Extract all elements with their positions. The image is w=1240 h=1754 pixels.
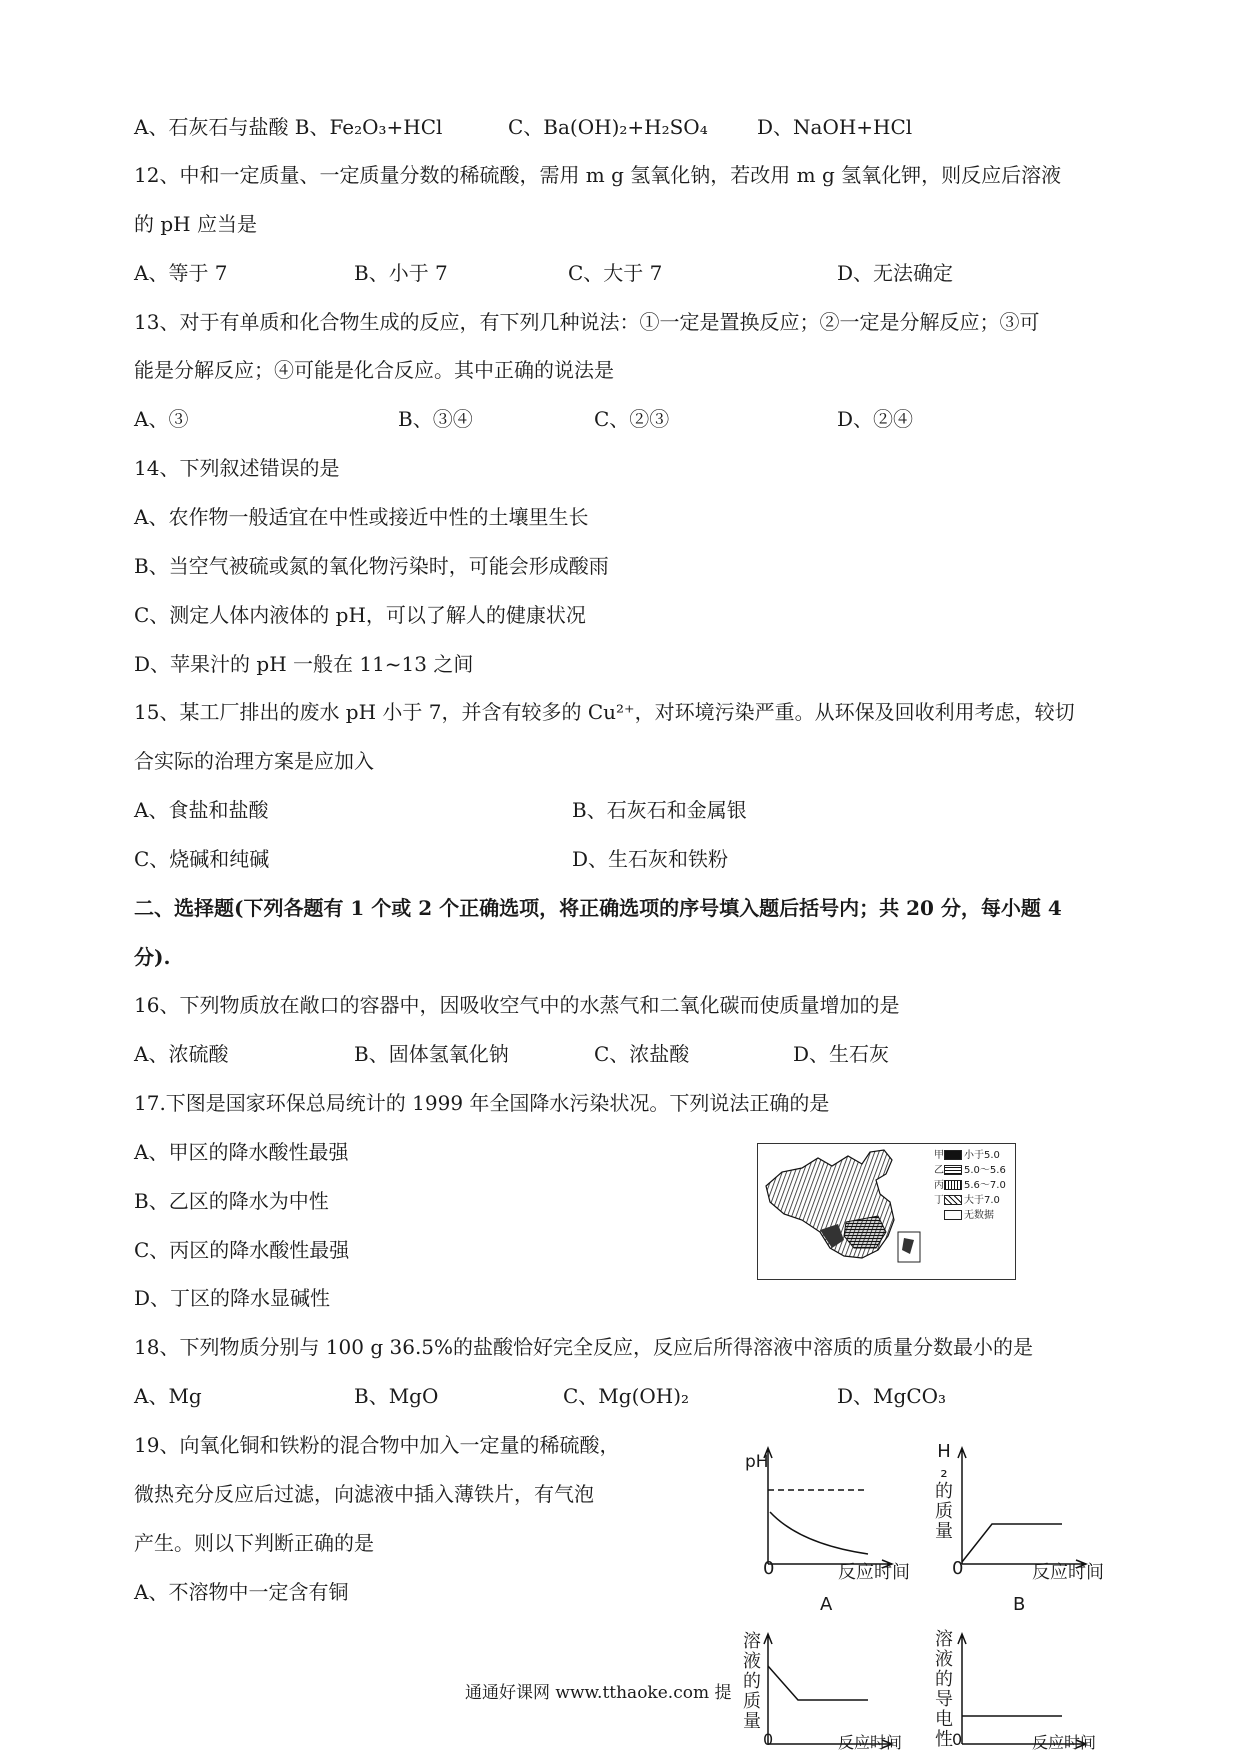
graph-d-xlabel: 反应时间 (1032, 1733, 1097, 1752)
q13-option-d: D、②④ (837, 407, 914, 431)
q13-stem-line2: 能是分解反应；④可能是化合反应。其中正确的说法是 (134, 358, 614, 382)
q18-option-b: B、MgO (354, 1384, 439, 1408)
q17-stem: 17.下图是国家环保总局统计的 1999 年全国降水污染状况。下列说法正确的是 (134, 1091, 830, 1115)
q19-stem-line1: 19、向氧化铜和铁粉的混合物中加入一定量的稀硫酸， (134, 1433, 620, 1457)
graph-d-ylabel: 溶液的导电性 (935, 1629, 953, 1750)
q14-option-b: B、当空气被硫或氮的氧化物污染时，可能会形成酸雨 (134, 554, 609, 578)
graph-d-origin: 0 (952, 1730, 963, 1749)
q12-option-b: B、小于 7 (354, 261, 448, 285)
legend-row-jia (934, 1150, 1000, 1162)
legend-key-jia: 甲 (934, 1150, 944, 1161)
q19-option-a: A、不溶物中一定含有铜 (134, 1580, 349, 1604)
q15-option-b: B、石灰石和金属银 (572, 798, 747, 822)
legend-swatch-horizontal (944, 1165, 962, 1175)
legend-key-yi: 乙 (934, 1165, 944, 1176)
q11-option-ab: A、石灰石与盐酸 B、Fe₂O₃+HCl (134, 115, 443, 139)
section2-heading-line1: 二、选择题(下列各题有 1 个或 2 个正确选项，将正确选项的序号填入题后括号内；共 20 分，每小题 4 (134, 896, 1062, 920)
q12-stem-line1: 12、中和一定质量、一定质量分数的稀硫酸，需用 m g 氢氧化钠，若改用 m g 氢氧化钾，则反应后溶液 (134, 163, 1062, 187)
q14-option-c: C、测定人体内液体的 pH，可以了解人的健康状况 (134, 603, 586, 627)
q16-option-c: C、浓盐酸 (594, 1042, 690, 1066)
q15-option-c: C、烧碱和纯碱 (134, 847, 270, 871)
q14-stem: 14、下列叙述错误的是 (134, 456, 340, 480)
q15-option-d: D、生石灰和铁粉 (572, 847, 729, 871)
graph-b-line (962, 1524, 1062, 1562)
graph-c-ylabel: 溶液的质量 (743, 1631, 761, 1732)
legend-row-ding (934, 1195, 1000, 1207)
graph-a-caption: A (820, 1594, 833, 1615)
q18-option-d: D、MgCO₃ (837, 1384, 947, 1408)
graph-d-y-axis (958, 1634, 966, 1744)
legend-swatch-vertical (944, 1180, 962, 1190)
graph-a-ylabel: pH (745, 1452, 769, 1472)
legend-text-yi: 5.0～5.6 (964, 1165, 1006, 1176)
q19-stem-line3: 产生。则以下判断正确的是 (134, 1531, 374, 1555)
graph-c-xlabel: 反应时间 (838, 1733, 903, 1752)
q18-option-a: A、Mg (134, 1384, 202, 1408)
graph-c-origin: 0 (763, 1730, 774, 1749)
q15-stem-line1: 15、某工厂排出的废水 pH 小于 7，并含有较多的 Cu²⁺，对环境污染严重。从环保及回收利用考虑，较切 (134, 700, 1075, 724)
q13-option-a: A、③ (134, 407, 189, 431)
rainfall-map-figure (757, 1143, 1016, 1280)
q17-option-d: D、丁区的降水显碱性 (134, 1286, 331, 1310)
q13-option-b: B、③④ (398, 407, 473, 431)
q12-option-c: C、大于 7 (568, 261, 663, 285)
q11-option-c: C、Ba(OH)₂+H₂SO₄ (508, 115, 708, 139)
legend-row-bing (934, 1180, 1006, 1192)
section2-heading-line2: 分). (134, 945, 171, 969)
legend-text-bing: 5.6～7.0 (964, 1180, 1006, 1191)
q17-option-b: B、乙区的降水为中性 (134, 1189, 329, 1213)
graph-b-caption: B (1013, 1594, 1026, 1615)
legend-text-ding: 大于7.0 (964, 1195, 1000, 1206)
legend-swatch-diagonal (944, 1195, 962, 1205)
graph-c-line (768, 1666, 868, 1700)
q17-option-a: A、甲区的降水酸性最强 (134, 1140, 349, 1164)
q13-stem-line1: 13、对于有单质和化合物生成的反应，有下列几种说法：①一定是置换反应；②一定是分解反应；③可 (134, 310, 1040, 334)
legend-swatch-empty (944, 1210, 962, 1220)
q14-option-a: A、农作物一般适宜在中性或接近中性的土壤里生长 (134, 505, 589, 529)
graph-b-ylabel: H₂的质量 (935, 1441, 953, 1542)
graph-b-origin: 0 (952, 1558, 964, 1579)
legend-text-nodata: 无数据 (964, 1210, 994, 1221)
q16-option-b: B、固体氢氧化钠 (354, 1042, 509, 1066)
q12-stem-line2: 的 pH 应当是 (134, 212, 257, 236)
q15-stem-line2: 合实际的治理方案是应加入 (134, 749, 374, 773)
q16-stem: 16、下列物质放在敞口的容器中，因吸收空气中的水蒸气和二氧化碳而使质量增加的是 (134, 993, 900, 1017)
q14-option-d: D、苹果汁的 pH 一般在 11~13 之间 (134, 652, 474, 676)
q12-option-d: D、无法确定 (837, 261, 954, 285)
graph-a-xlabel: 反应时间 (838, 1562, 910, 1583)
legend-key-ding: 丁 (934, 1195, 944, 1206)
q11-option-d: D、NaOH+HCl (757, 115, 913, 139)
q16-option-d: D、生石灰 (793, 1042, 890, 1066)
q18-option-c: C、Mg(OH)₂ (563, 1384, 690, 1408)
q18-stem: 18、下列物质分别与 100 g 36.5%的盐酸恰好完全反应，反应后所得溶液中溶质的质量分数最小的是 (134, 1335, 1034, 1359)
legend-row-nodata (934, 1210, 994, 1222)
page-footer: 通通好课网 www.tthaoke.com 提 (465, 1683, 732, 1703)
graph-a-origin: 0 (763, 1558, 775, 1579)
q12-option-a: A、等于 7 (134, 261, 228, 285)
graph-b-xlabel: 反应时间 (1032, 1562, 1104, 1583)
q13-option-c: C、②③ (594, 407, 670, 431)
legend-swatch-solid (944, 1150, 962, 1160)
q16-option-a: A、浓硫酸 (134, 1042, 229, 1066)
graph-b-y-axis (958, 1448, 966, 1564)
q17-option-c: C、丙区的降水酸性最强 (134, 1238, 350, 1262)
q19-stem-line2: 微热充分反应后过滤，向滤液中插入薄铁片，有气泡 (134, 1482, 594, 1506)
graph-a-curve (770, 1512, 868, 1554)
legend-key-bing: 丙 (934, 1180, 944, 1191)
graph-c-y-axis (764, 1634, 772, 1744)
legend-text-jia: 小于5.0 (964, 1150, 1000, 1161)
legend-row-yi (934, 1165, 1006, 1177)
q15-option-a: A、食盐和盐酸 (134, 798, 269, 822)
